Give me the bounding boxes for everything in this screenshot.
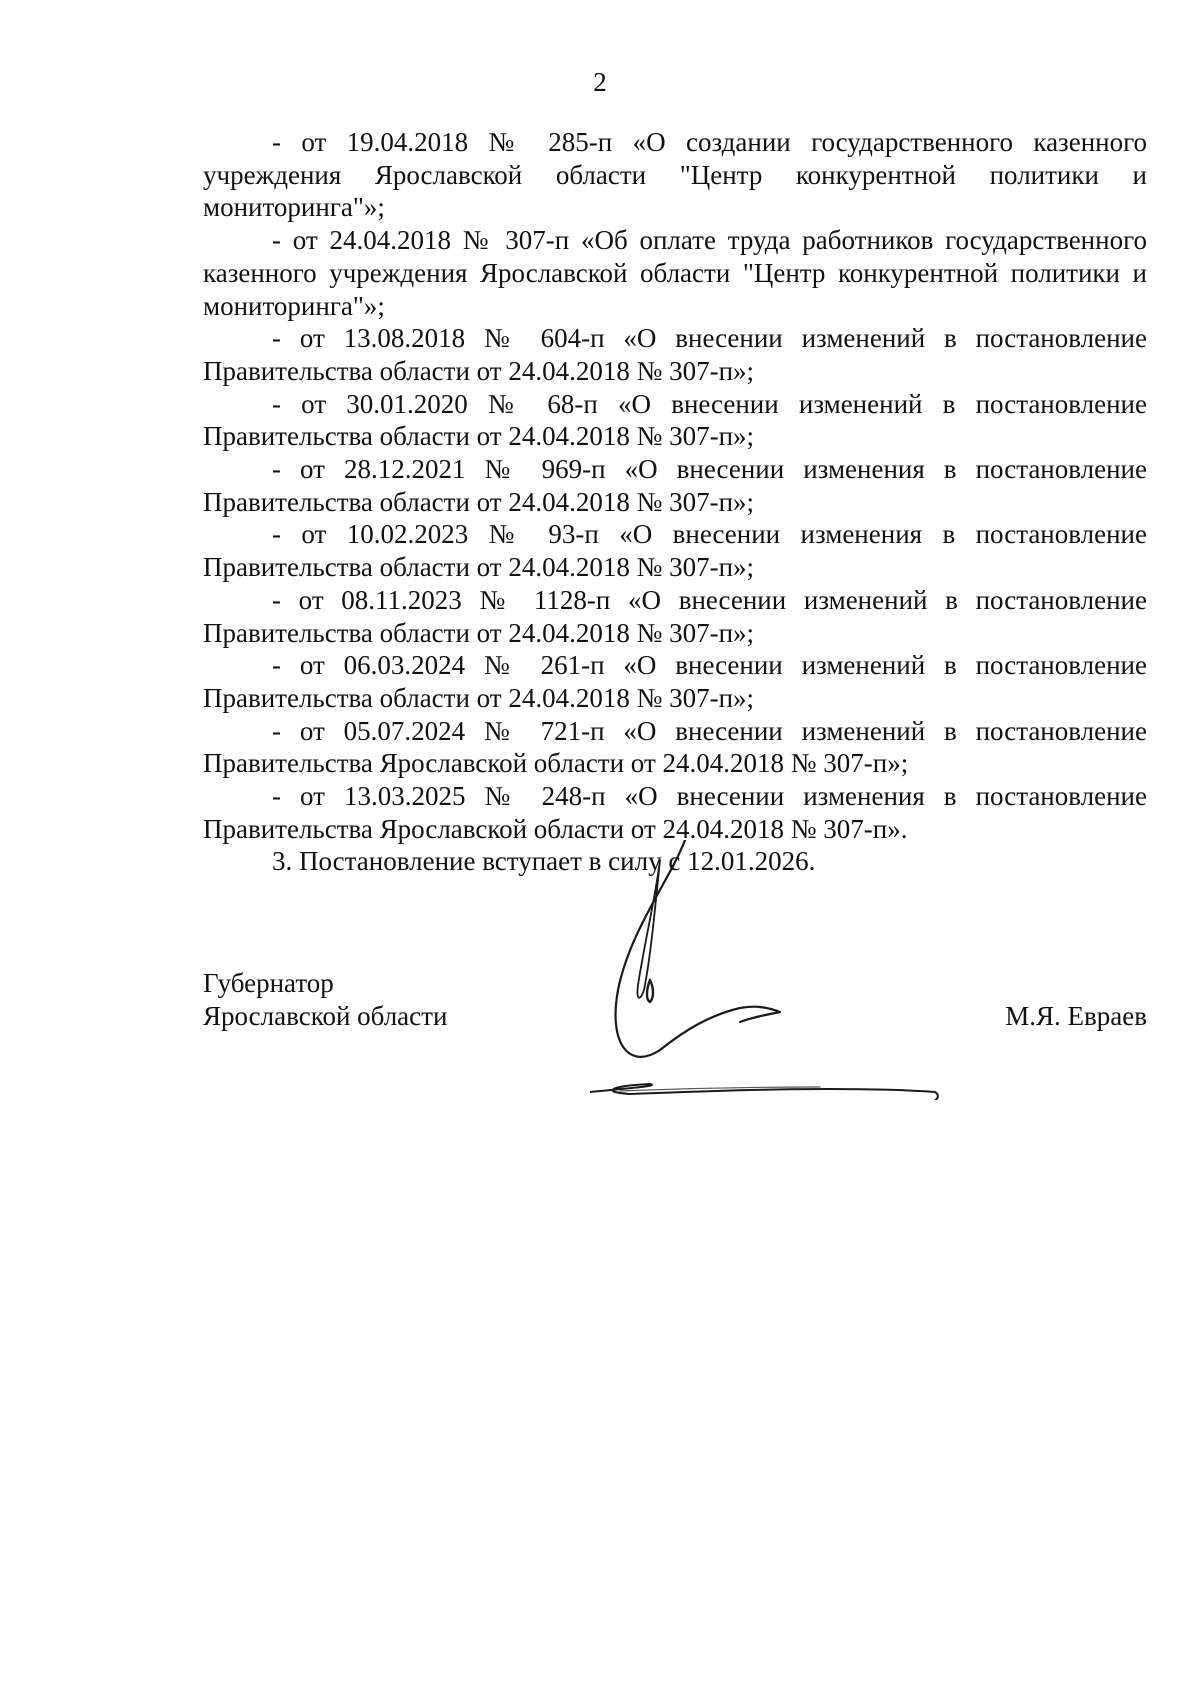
list-item: - от 28.12.2021 № 969-п «О внесении изменения в постановление Правительства области от 24.04.2018 № 307-п»; (203, 454, 1147, 517)
clause-3: 3. Постановление вступает в силу с 12.01.2026. (272, 846, 816, 877)
page-number: 2 (593, 67, 607, 97)
list-item: - от 13.08.2018 № 604-п «О внесении изменений в постановление Правительства области от 24.04.2018 № 307-п»; (203, 323, 1147, 386)
handwritten-signature (590, 840, 990, 1100)
list-item: - от 05.07.2024 № 721-п «О внесении изменений в постановление Правительства Ярославской области от 24.04.2018 № 307-п»; (203, 715, 1147, 779)
list-item: - от 08.11.2023 № 1128-п «О внесении изменений в постановление Правительства области от 24.04.2018 № 307-п»; (203, 584, 1147, 648)
list-item: - от 13.03.2025 № 248-п «О внесении изменения в постановление Правительства Ярославской области от 24.04.2018 № 307-п». (203, 781, 1147, 844)
signatory-title-line-2: Ярославской области (203, 1001, 448, 1031)
list-item: - от 24.04.2018 № 307-п «Об оплате труда работников государственного казенного учреждения Ярославской области "Центр конкурентной политики и мониторинга"»; (203, 225, 1147, 321)
signatory-name: М.Я. Евраев (1005, 1001, 1147, 1031)
document-body (203, 126, 1147, 878)
list-item: - от 19.04.2018 № 285-п «О создании государственного казенного учреждения Ярославской области "Центр конкурентной политики и мониторинга"»; (203, 127, 1147, 223)
signatory-title (203, 967, 447, 1033)
list-item: - от 10.02.2023 № 93-п «О внесении изменения в постановление Правительства области от 24.04.2018 № 307-п»; (203, 519, 1147, 583)
list-item: - от 30.01.2020 № 68-п «О внесении изменений в постановление Правительства области от 24.04.2018 № 307-п»; (203, 388, 1147, 452)
signatory-title-line-1: Губернатор (203, 968, 334, 998)
list-item: - от 06.03.2024 № 261-п «О внесении изменений в постановление Правительства области от 24.04.2018 № 307-п»; (203, 650, 1147, 713)
